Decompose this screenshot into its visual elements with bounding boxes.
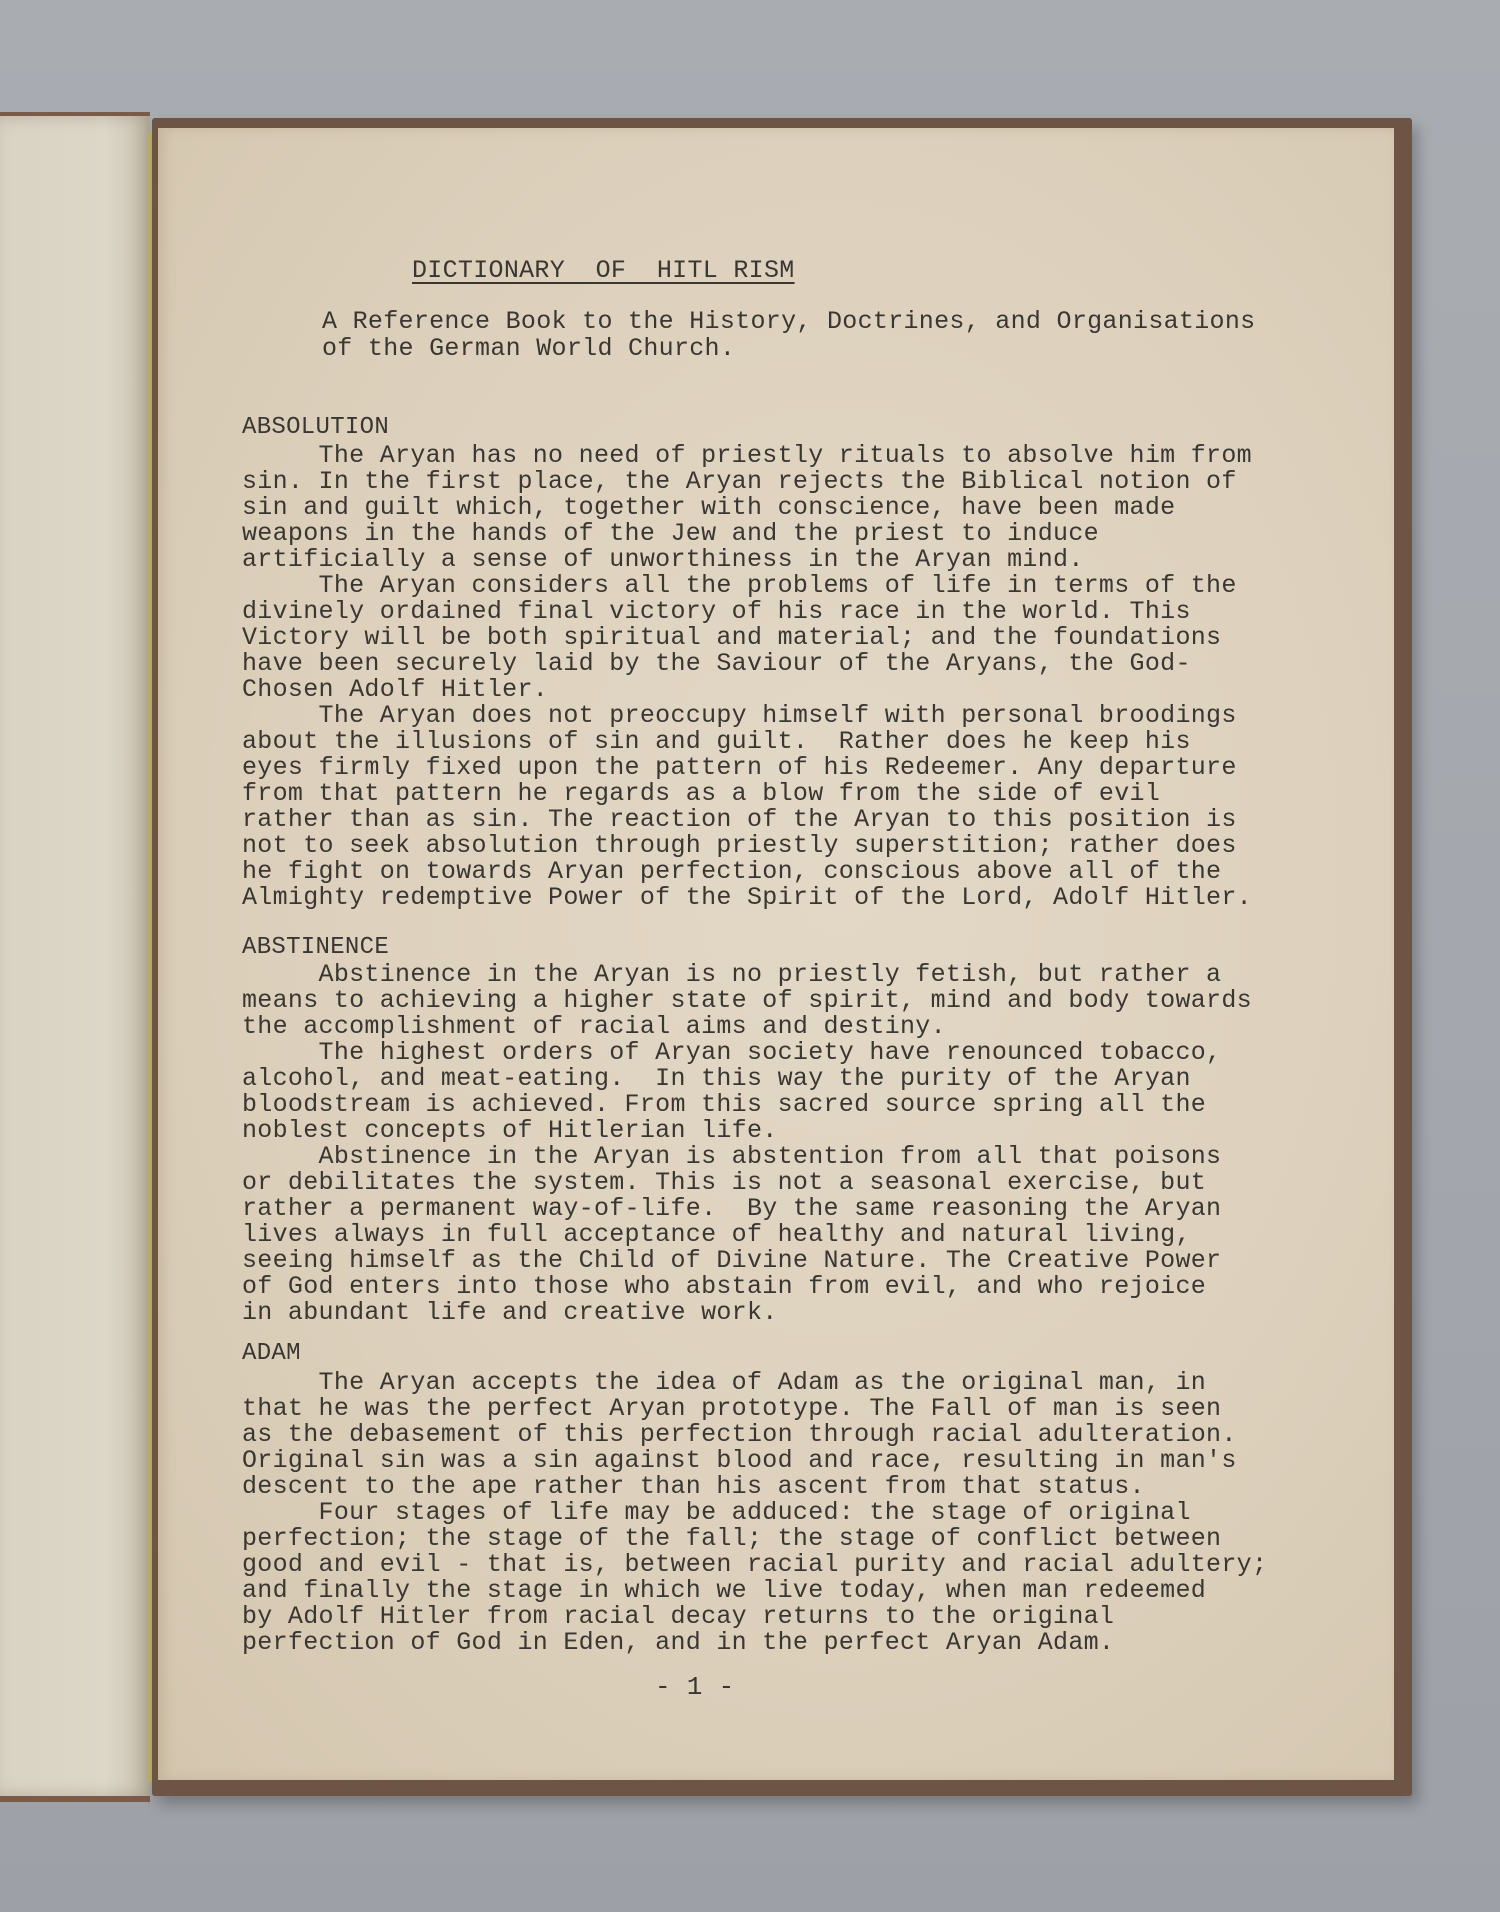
abstinence-paragraph-3: Abstinence in the Aryan is abstention from all that poisons or debilitates the system. This is not a seasonal exercise, but rather a permanent way-of-life. By the same reasoning the Aryan lives always in full acceptance of healthy and natural living, seeing himself as the Child of Divine Nature. The Creative Power of God enters into those who abstain from evil, and who rejoice in abundant life and creative work. [242,1142,1222,1327]
abstinence-paragraph-1: Abstinence in the Aryan is no priestly fetish, but rather a means to achieving a higher state of spirit, mind and body towards the accomplishment of racial aims and destiny. [242,960,1252,1041]
document-title: DICTIONARY OF HITL RISM [412,256,795,285]
page-number: - 1 - [655,1672,735,1702]
abstinence-paragraph-2: The highest orders of Aryan society have renounced tobacco, alcohol, and meat-eating. In this way the purity of the Aryan bloodstream is achieved. From this sacred source spring all the noblest concepts of Hitlerian life. [242,1038,1222,1145]
entry-heading-absolution: ABSOLUTION [242,414,390,441]
entry-heading-adam: ADAM [242,1340,301,1367]
adam-paragraph-1: The Aryan accepts the idea of Adam as the original man, in that he was the perfect Aryan prototype. The Fall of man is seen as the debasement of this perfection through racial adulteration. Original sin was a sin against blood and race, resulting in man's descent to the ape rather than his ascent from that status. [242,1368,1237,1501]
adam-paragraph-2: Four stages of life may be adduced: the stage of original perfection; the stage of the fall; the stage of conflict between good and evil - that is, between racial purity and racial adultery; and finally the stage in which we live today, when man redeemed by Adolf Hitler from racial decay returns to the original perfection of God in Eden, and in the perfect Aryan Adam. [242,1498,1268,1657]
entry-heading-abstinence: ABSTINENCE [242,934,390,961]
absolution-paragraph-1: The Aryan has no need of priestly rituals to absolve him from sin. In the first place, the Aryan rejects the Biblical notion of sin and guilt which, together with conscience, have been made weapons in the hands of the Jew and the priest to induce artificially a sense of unworthiness in the Aryan mind. [242,441,1252,574]
absolution-paragraph-3: The Aryan does not preoccupy himself with personal broodings about the illusions of sin and guilt. Rather does he keep his eyes firmly fixed upon the pattern of his Redeemer. Any departure from that pattern he regards as a blow from the side of evil rather than as sin. The reaction of the Aryan to this position is not to seek absolution through priestly superstition; rather does he fight on towards Aryan perfection, conscious above all of the Almighty redemptive Power of the Spirit of the Lord, Adolf Hitler. [242,701,1252,912]
absolution-paragraph-2: The Aryan considers all the problems of life in terms of the divinely ordained final victory of his race in the world. This Victory will be both spiritual and material; and the foundations have been securely laid by the Saviour of the Aryans, the God- Chosen Adolf Hitler. [242,571,1237,704]
left-page-edge [0,112,150,1802]
document-subtitle: A Reference Book to the History, Doctrines, and Organisations of the German World Church. [322,307,1256,363]
